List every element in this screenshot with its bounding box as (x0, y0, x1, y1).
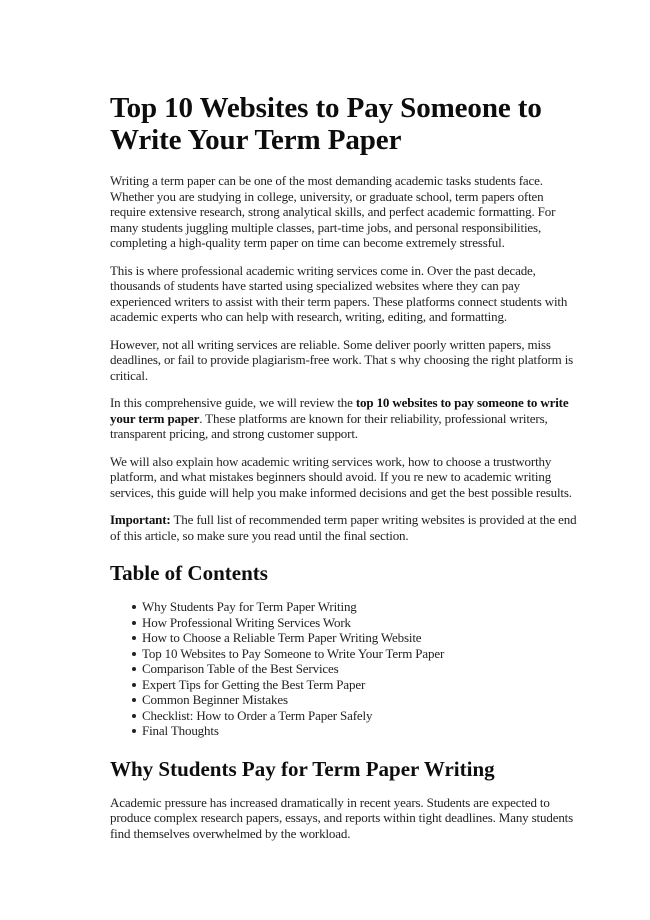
intro-paragraph-3: However, not all writing services are reliable. Some deliver poorly written papers, miss deadlines, or fail to provide plagiarism-free work. That s why choosing the right platform is critical. (110, 336, 574, 383)
toc-item[interactable] (132, 615, 580, 631)
toc-item[interactable] (132, 646, 580, 662)
toc-item[interactable] (132, 723, 580, 739)
important-label: Important: (110, 512, 171, 527)
document-title: Top 10 Websites to Pay Someone to Write Your Term Paper (110, 92, 542, 156)
guide-suffix: . These platforms are known for their reliability, professional writers, transparent pricing, and strong customer support. (110, 410, 548, 441)
bullet-icon (132, 652, 136, 656)
bullet-icon (132, 683, 136, 687)
table-of-contents (110, 599, 580, 739)
bullet-icon (132, 729, 136, 733)
bullet-icon (132, 714, 136, 718)
bullet-icon (132, 698, 136, 702)
bullet-icon (132, 636, 136, 640)
intro-paragraph-1: Writing a term paper can be one of the most demanding academic tasks students face. Whether you are studying in college, university, or graduate school, term papers often require extensive research, strong analytical skills, and perfect academic formatting. For many students juggling multiple classes, part-time jobs, and personal responsibilities, completing a high-quality term paper on time can become extremely stressful. (110, 173, 556, 250)
toc-item-label: Checklist: How to Order a Term Paper Safely (142, 707, 373, 723)
important-note (110, 512, 580, 543)
document-page (110, 92, 580, 853)
explain-paragraph: We will also explain how academic writing services work, how to choose a trustworthy platform, and what mistakes beginners should avoid. If you re new to academic writing services, this guide will help you make informed decisions and get the best possible results. (110, 453, 572, 500)
toc-item[interactable] (132, 692, 580, 708)
section-why-paragraph: Academic pressure has increased dramatically in recent years. Students are expected to produce complex research papers, essays, and reports within tight deadlines. Many students find themselves overwhelmed by the workload. (110, 794, 574, 841)
toc-item-label: Common Beginner Mistakes (142, 692, 288, 707)
toc-item[interactable] (132, 677, 580, 693)
toc-item-label: Top 10 Websites to Pay Someone to Write Your Term Paper (142, 645, 445, 661)
toc-item[interactable] (132, 661, 580, 677)
bullet-icon (132, 605, 136, 609)
toc-item-label: How Professional Writing Services Work (142, 614, 351, 630)
toc-item-label: Why Students Pay for Term Paper Writing (142, 599, 357, 614)
toc-item[interactable] (132, 630, 580, 646)
bullet-icon (132, 667, 136, 671)
important-text: The full list of recommended term paper writing websites is provided at the end of this article, so make sure you read until the final section. (110, 512, 577, 543)
toc-item[interactable] (132, 599, 580, 615)
toc-item[interactable] (132, 708, 580, 724)
guide-prefix: In this comprehensive guide, we will review the (110, 395, 356, 410)
guide-bold-keyphrase: top 10 websites to pay someone to write your term paper (110, 395, 569, 426)
toc-heading: Table of Contents (110, 561, 268, 585)
toc-item-label: How to Choose a Reliable Term Paper Writing Website (142, 630, 422, 645)
intro-paragraph-2: This is where professional academic writing services come in. Over the past decade, thousands of students have started using specialized websites where they can pay experienced writers to assist with their term papers. These platforms connect students with academic experts who can help with research, writing, editing, and formatting. (110, 262, 568, 324)
guide-paragraph (110, 395, 580, 442)
section-heading-why: Why Students Pay for Term Paper Writing (110, 756, 495, 781)
toc-item-label: Comparison Table of the Best Services (142, 661, 339, 676)
toc-item-label: Expert Tips for Getting the Best Term Paper (142, 676, 366, 692)
bullet-icon (132, 621, 136, 625)
toc-item-label: Final Thoughts (142, 723, 219, 738)
